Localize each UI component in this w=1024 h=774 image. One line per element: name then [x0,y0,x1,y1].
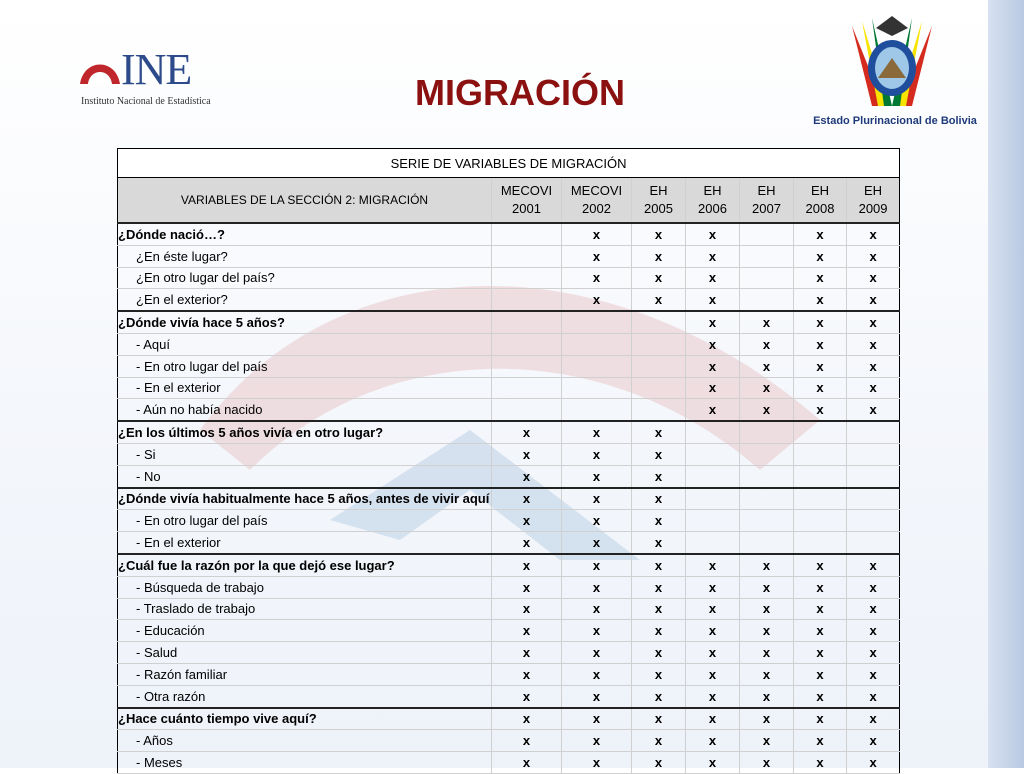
availability-cell [632,333,686,355]
availability-cell [740,289,794,311]
question-label: ¿Hace cuánto tiempo vive aquí? [118,708,492,730]
availability-cell: x [847,620,900,642]
availability-cell [740,443,794,465]
option-label: - Aún no había nacido [118,399,492,421]
availability-cell: x [847,289,900,311]
availability-cell: x [492,663,562,685]
availability-cell: x [632,708,686,730]
column-header-survey [686,178,740,224]
availability-cell [632,399,686,421]
table-row [118,532,900,554]
table-row [118,421,900,443]
availability-cell [794,443,847,465]
availability-cell: x [686,752,740,774]
column-header-survey [847,178,900,224]
availability-cell: x [562,443,632,465]
availability-cell: x [847,399,900,421]
availability-cell: x [740,377,794,399]
table-row [118,223,900,245]
column-header-variables: VARIABLES DE LA SECCIÓN 2: MIGRACIÓN [118,178,492,224]
availability-cell: x [847,355,900,377]
availability-cell [492,355,562,377]
column-header-survey-name: EH [864,183,883,198]
table-row [118,708,900,730]
availability-cell [686,510,740,532]
question-label: ¿Dónde vivía hace 5 años? [118,311,492,333]
table-row [118,443,900,465]
option-label: ¿En éste lugar? [118,245,492,267]
availability-cell [562,377,632,399]
seal-caption: Estado Plurinacional de Bolivia [813,115,977,127]
availability-cell: x [794,708,847,730]
option-label: - En otro lugar del país [118,355,492,377]
table-row [118,333,900,355]
availability-cell [740,532,794,554]
availability-cell: x [686,598,740,620]
availability-cell [492,289,562,311]
availability-cell: x [847,245,900,267]
availability-cell: x [686,642,740,664]
column-header-survey-year: 2001 [512,201,541,216]
availability-cell: x [794,355,847,377]
availability-cell: x [492,510,562,532]
availability-cell: x [686,663,740,685]
question-label: ¿Dónde vivía habitualmente hace 5 años, antes de vivir aquí [118,488,492,510]
availability-cell: x [632,510,686,532]
availability-cell: x [686,685,740,707]
availability-cell: x [562,598,632,620]
availability-cell: x [562,642,632,664]
availability-cell: x [740,663,794,685]
table-row [118,663,900,685]
availability-cell [492,333,562,355]
availability-cell [562,333,632,355]
table-row [118,289,900,311]
availability-cell: x [740,333,794,355]
availability-cell: x [686,289,740,311]
availability-cell: x [794,663,847,685]
availability-cell: x [632,642,686,664]
availability-cell [492,377,562,399]
availability-cell: x [492,685,562,707]
availability-cell: x [740,554,794,576]
availability-cell: x [740,620,794,642]
availability-cell: x [847,752,900,774]
page-title: MIGRACIÓN [415,72,625,113]
availability-cell [686,443,740,465]
availability-cell: x [847,708,900,730]
availability-cell: x [632,752,686,774]
availability-cell: x [492,598,562,620]
availability-cell: x [847,223,900,245]
availability-cell: x [740,708,794,730]
migration-variables-table [117,148,900,774]
availability-cell: x [794,642,847,664]
availability-cell: x [686,730,740,752]
availability-cell: x [492,532,562,554]
availability-cell: x [794,223,847,245]
availability-cell: x [740,598,794,620]
availability-cell: x [632,554,686,576]
availability-cell [686,532,740,554]
availability-cell: x [794,311,847,333]
availability-cell: x [794,598,847,620]
availability-cell [740,245,794,267]
availability-cell [686,421,740,443]
availability-cell: x [562,554,632,576]
question-label: ¿En los últimos 5 años vivía en otro lugar? [118,421,492,443]
availability-cell [847,488,900,510]
availability-cell: x [794,333,847,355]
option-label: - Otra razón [118,685,492,707]
table-row [118,554,900,576]
table-row [118,620,900,642]
availability-cell: x [632,576,686,598]
table-row [118,245,900,267]
table-row [118,399,900,421]
availability-cell [794,421,847,443]
option-label: - Salud [118,642,492,664]
availability-cell: x [492,730,562,752]
availability-cell: x [847,576,900,598]
availability-cell: x [686,620,740,642]
availability-cell [740,223,794,245]
availability-cell: x [794,289,847,311]
availability-cell [562,311,632,333]
availability-cell: x [632,620,686,642]
availability-cell [740,421,794,443]
option-label: - Traslado de trabajo [118,598,492,620]
availability-cell: x [686,554,740,576]
availability-cell: x [562,752,632,774]
availability-cell: x [562,576,632,598]
availability-cell [492,311,562,333]
column-header-survey-name: MECOVI [500,183,553,198]
table-row [118,355,900,377]
availability-cell: x [686,267,740,289]
availability-cell: x [562,421,632,443]
column-header-survey-name: EH [810,183,830,198]
availability-cell: x [562,708,632,730]
availability-cell: x [632,465,686,487]
availability-cell: x [847,554,900,576]
availability-cell [686,465,740,487]
availability-cell: x [492,421,562,443]
availability-cell [562,399,632,421]
column-header-survey-year: 2009 [858,201,888,216]
availability-cell [740,465,794,487]
availability-cell: x [794,554,847,576]
availability-cell: x [686,223,740,245]
availability-cell [492,267,562,289]
ine-logo [78,46,238,116]
column-header-survey-name: EH [649,183,668,198]
column-header-survey [740,178,794,224]
availability-cell: x [740,576,794,598]
availability-cell: x [686,708,740,730]
option-label: - En el exterior [118,377,492,399]
availability-cell: x [847,267,900,289]
availability-cell: x [847,642,900,664]
availability-cell: x [562,267,632,289]
option-label: - No [118,465,492,487]
table-row [118,377,900,399]
availability-cell: x [562,510,632,532]
availability-cell: x [794,245,847,267]
ine-logo-subtitle: Instituto Nacional de Estadística [81,96,211,107]
availability-cell: x [632,223,686,245]
availability-cell [847,510,900,532]
availability-cell: x [492,488,562,510]
availability-cell [492,399,562,421]
bolivia-coat-of-arms-icon [832,6,952,116]
table-row [118,642,900,664]
availability-cell: x [562,465,632,487]
option-label: - En otro lugar del país [118,510,492,532]
availability-cell: x [847,311,900,333]
availability-cell [847,443,900,465]
availability-cell: x [686,311,740,333]
column-header-survey-year: 2007 [752,201,781,216]
availability-cell: x [847,685,900,707]
availability-cell [794,532,847,554]
table-row [118,267,900,289]
availability-cell [632,377,686,399]
availability-cell: x [686,377,740,399]
availability-cell: x [847,663,900,685]
availability-cell: x [562,620,632,642]
column-header-survey-year: 2006 [698,201,727,216]
table-title: SERIE DE VARIABLES DE MIGRACIÓN [118,149,900,178]
availability-cell: x [740,311,794,333]
ine-logo-text: INE [121,45,192,94]
availability-cell [847,465,900,487]
availability-cell: x [632,267,686,289]
option-label: - Aquí [118,333,492,355]
availability-cell: x [632,421,686,443]
column-header-survey [492,178,562,224]
availability-cell: x [492,554,562,576]
availability-cell: x [794,576,847,598]
availability-cell [794,465,847,487]
question-label: ¿Dónde nació…? [118,223,492,245]
availability-cell: x [794,752,847,774]
column-header-survey-name: EH [757,183,776,198]
availability-cell [632,355,686,377]
availability-cell: x [492,752,562,774]
availability-cell: x [562,245,632,267]
option-label: - Educación [118,620,492,642]
availability-cell: x [794,685,847,707]
availability-cell: x [632,488,686,510]
availability-cell: x [632,663,686,685]
availability-cell: x [740,399,794,421]
availability-cell: x [740,752,794,774]
availability-cell: x [740,355,794,377]
availability-cell: x [492,465,562,487]
availability-cell: x [686,576,740,598]
availability-cell: x [847,333,900,355]
option-label: - Si [118,443,492,465]
availability-cell [794,510,847,532]
availability-cell: x [632,685,686,707]
table-row [118,465,900,487]
column-header-survey-year: 2002 [582,201,611,216]
availability-cell [632,311,686,333]
table-row [118,311,900,333]
column-header-survey-name: MECOVI [570,183,623,198]
column-header-survey [632,178,686,224]
availability-cell: x [794,267,847,289]
availability-cell [740,488,794,510]
availability-cell: x [740,685,794,707]
table-row [118,752,900,774]
availability-cell: x [686,355,740,377]
availability-cell [847,532,900,554]
table-row [118,685,900,707]
option-label: - Búsqueda de trabajo [118,576,492,598]
availability-cell: x [794,377,847,399]
availability-cell [847,421,900,443]
option-label: - Meses [118,752,492,774]
table-row [118,488,900,510]
availability-cell: x [562,223,632,245]
availability-cell: x [492,708,562,730]
ine-logo-mark-icon [78,50,122,94]
availability-cell: x [632,532,686,554]
availability-cell: x [794,730,847,752]
availability-cell: x [632,245,686,267]
availability-cell [740,267,794,289]
question-label: ¿Cuál fue la razón por la que dejó ese lugar? [118,554,492,576]
table-row [118,576,900,598]
table-header-row [118,178,900,224]
option-label: - En el exterior [118,532,492,554]
availability-cell: x [632,289,686,311]
availability-cell: x [632,730,686,752]
availability-cell [562,355,632,377]
availability-cell: x [632,598,686,620]
availability-cell: x [492,620,562,642]
availability-cell [492,245,562,267]
option-label: ¿En otro lugar del país? [118,267,492,289]
availability-cell: x [562,663,632,685]
column-header-survey-name: EH [703,183,722,198]
availability-cell: x [562,532,632,554]
availability-cell: x [740,642,794,664]
column-header-survey-year: 2008 [805,201,835,216]
availability-cell: x [686,333,740,355]
table-row [118,598,900,620]
availability-cell: x [686,399,740,421]
availability-cell: x [632,443,686,465]
option-label: - Años [118,730,492,752]
availability-cell [794,488,847,510]
column-header-survey [562,178,632,224]
option-label: ¿En el exterior? [118,289,492,311]
availability-cell: x [847,377,900,399]
table-row [118,730,900,752]
availability-cell: x [794,620,847,642]
availability-cell: x [562,730,632,752]
availability-cell: x [740,730,794,752]
availability-cell [740,510,794,532]
availability-cell: x [847,598,900,620]
availability-cell: x [492,642,562,664]
availability-cell: x [492,576,562,598]
availability-cell: x [562,488,632,510]
column-header-survey [794,178,847,224]
availability-cell [686,488,740,510]
column-header-survey-year: 2005 [644,201,673,216]
option-label: - Razón familiar [118,663,492,685]
table-body [118,223,900,773]
availability-cell: x [847,730,900,752]
availability-cell: x [562,685,632,707]
table-row [118,510,900,532]
availability-cell: x [492,443,562,465]
availability-cell: x [794,399,847,421]
availability-cell: x [562,289,632,311]
availability-cell: x [686,245,740,267]
availability-cell [492,223,562,245]
